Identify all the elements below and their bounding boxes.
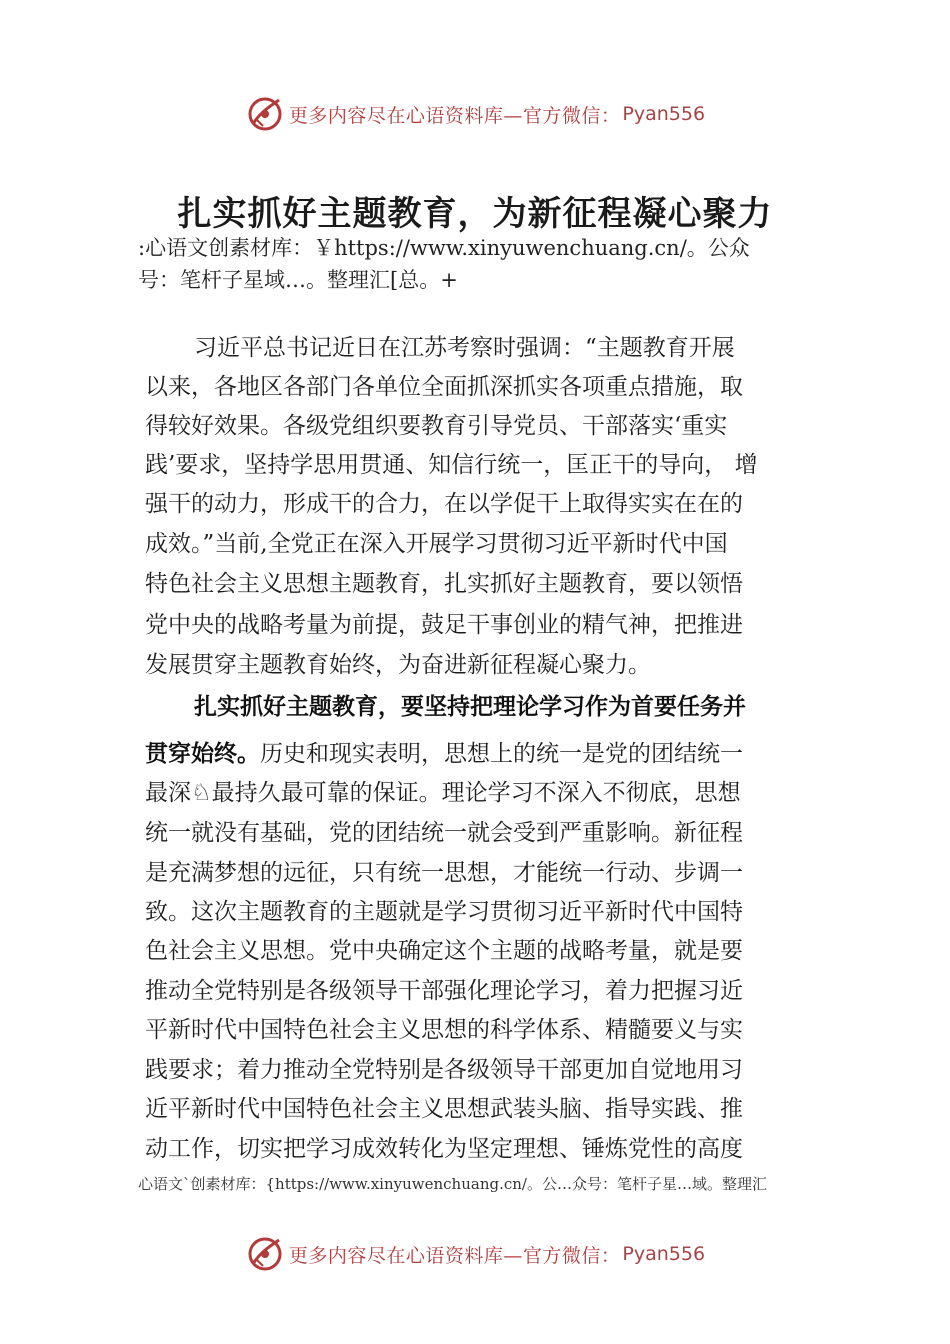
- footer-banner: [0, 1232, 950, 1276]
- banner-wechat-id: Pyan556: [622, 1243, 706, 1265]
- source-line-2: 号：笔杆子星域…。整理汇[总。+: [138, 268, 458, 292]
- body-line: 动工作，切实把学习成效转化为坚定理想、锤炼党性的高度: [145, 1136, 743, 1162]
- body-line: 成效。”当前,全党正在深入开展学习贯彻习近平新时代中国: [145, 531, 728, 557]
- body-line: 平新时代中国特色社会主义思想的科学体系、精髓要义与实: [145, 1017, 743, 1043]
- body-line: 近平新时代中国特色社会主义思想武装头脑、指导实践、推: [145, 1096, 743, 1122]
- body-line: 最深♘最持久最可靠的保证。理论学习不深入不彻底，思想: [145, 780, 741, 806]
- body-line: 党中央的战略考量为前提，鼓足干事创业的精气神，把推进: [145, 612, 743, 638]
- pen-logo-icon: [245, 94, 285, 134]
- body-line: 色社会主义思想。党中央确定这个主题的战略考量，就是要: [145, 938, 743, 964]
- body-line: 强干的动力，形成干的合力，在以学促干上取得实实在在的: [145, 491, 743, 517]
- body-line: 得较好效果。各级党组织要教育引导党员、干部落实‘重实: [145, 413, 728, 439]
- body-line: 特色社会主义思想主题教育，扎实抓好主题教育，要以领悟: [145, 571, 743, 597]
- body-line: 致。这次主题教育的主题就是学习贯彻习近平新时代中国特: [145, 899, 743, 925]
- banner-wechat-id: Pyan556: [622, 103, 706, 125]
- page-title: 扎实抓好主题教育，为新征程凝心聚力: [177, 194, 773, 234]
- body-line: 推动全党特别是各级领导干部强化理论学习，着力把握习近: [145, 978, 743, 1004]
- body-line: 践要求；着力推动全党特别是各级领导干部更加自觉地用习: [145, 1057, 743, 1083]
- header-banner: [0, 92, 950, 136]
- body-line: 是充满梦想的远征，只有统一思想，才能统一行动、步调一: [145, 860, 743, 886]
- section-heading-bold: 贯穿始终。: [145, 741, 260, 767]
- pen-logo-icon: [245, 1234, 285, 1274]
- section-heading: 扎实抓好主题教育，要坚持把理论学习作为首要任务并: [194, 694, 746, 720]
- section-heading-line-2: [145, 739, 743, 769]
- banner-text: 更多内容尽在心语资料库—官方微信：: [288, 1244, 621, 1267]
- body-line: 践’要求，坚持学思用贯通、知信行统一，匡正干的导向， 增: [145, 452, 758, 478]
- footer-source: 心语文`创素材库：{https://www.xinyuwenchuang.cn/。公…众号：笔杆子星…域。整理汇: [138, 1175, 767, 1193]
- body-line: 发展贯穿主题教育始终，为奋进新征程凝心聚力。: [145, 652, 651, 678]
- body-line: 以来，各地区各部门各单位全面抓深抓实各项重点措施，取: [145, 374, 743, 400]
- banner-text: 更多内容尽在心语资料库—官方微信：: [288, 104, 621, 127]
- source-line-1: :心语文创素材库：￥https://www.xinyuwenchuang.cn/。公众: [138, 236, 750, 260]
- section-heading-rest: 历史和现实表明，思想上的统一是党的团结统一: [260, 741, 743, 767]
- body-line: 统一就没有基础，党的团结统一就会受到严重影响。新征程: [145, 820, 743, 846]
- body-line: 习近平总书记近日在江苏考察时强调：“主题教育开展: [194, 335, 735, 361]
